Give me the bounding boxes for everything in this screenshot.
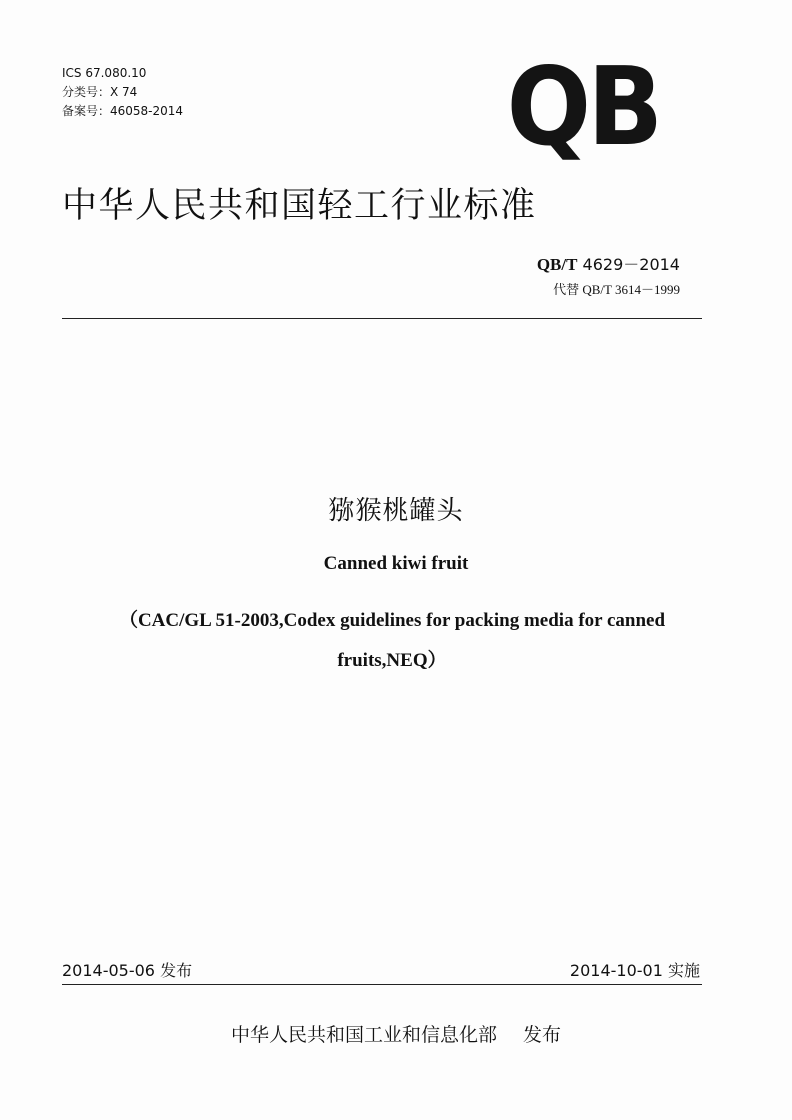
- qb-logo: QB: [506, 45, 660, 170]
- implementation-date: 2014-10-01 实施: [569, 961, 700, 980]
- filing-number: 备案号：46058-2014: [62, 104, 184, 118]
- document-title-english: Canned kiwi fruit: [323, 553, 469, 574]
- bottom-divider: [62, 984, 702, 985]
- publisher-name: 中华人民共和国工业和信息化部: [230, 1024, 497, 1046]
- publisher-line: [0, 1020, 792, 1047]
- replaces-standard: 代替 QB/T 3614－1999: [553, 282, 680, 297]
- adoption-reference: （CAC/GL 51-2003,Codex guidelines for packing media for canned fruits,NEQ）: [118, 610, 666, 671]
- publisher-action: 发布: [523, 1024, 562, 1046]
- ics-code: ICS 67.080.10: [62, 66, 147, 80]
- issue-date: 2014-05-06 发布: [62, 961, 193, 980]
- standard-code: [537, 252, 680, 275]
- standard-category-title: 中华人民共和国轻工行业标准: [62, 186, 537, 226]
- standard-code-number: 4629－2014: [582, 255, 680, 274]
- classification-block: [62, 64, 183, 121]
- standard-code-prefix: QB/T: [536, 255, 578, 274]
- document-title-chinese: 猕猴桃罐头: [328, 496, 464, 526]
- top-divider: [62, 318, 702, 319]
- classification-number: 分类号：X 74: [62, 85, 138, 99]
- standard-code-block: [537, 252, 680, 298]
